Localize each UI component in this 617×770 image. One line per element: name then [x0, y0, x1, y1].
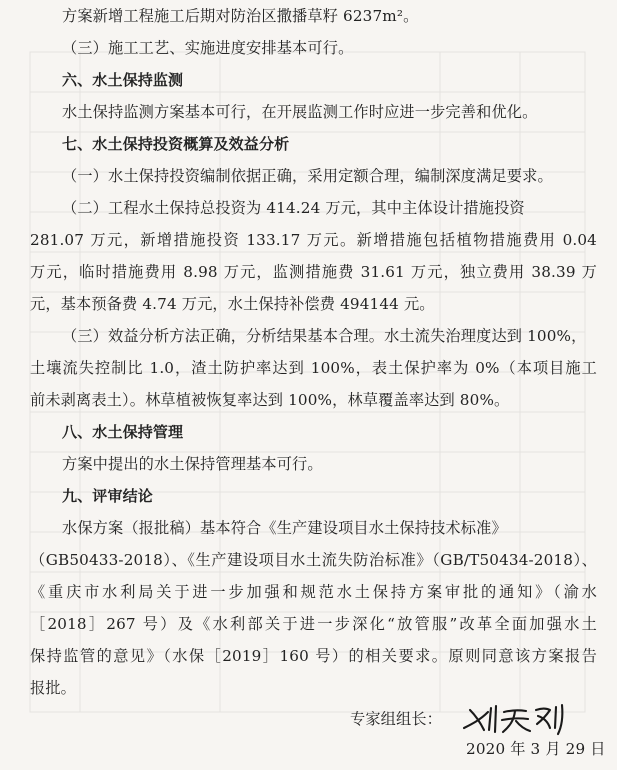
- text-line-15: 方案中提出的水土保持管理基本可行。: [62, 455, 323, 473]
- text-line-9: 万元，临时措施费用 8.98 万元，监测措施费 31.61 万元，独立费用 38.39 万: [30, 263, 597, 281]
- text-line-18: （GB50433-2018）、《生产建设项目水土流失防治标准》（GB/T50434-2018）、: [30, 551, 597, 569]
- text-line-12: 土壤流失控制比 1.0，渣土防护率达到 100%，表土保护率为 0%（本项目施工: [30, 359, 597, 377]
- heading-section-9: 九、评审结论: [62, 487, 153, 505]
- text-line-13: 前未剥离表土）。林草植被恢复率达到 100%，林草覆盖率达到 80%。: [30, 391, 510, 409]
- handwritten-signature: [458, 702, 578, 736]
- text-line-8: 281.07 万元，新增措施投资 133.17 万元。新增措施包括植物措施费用 0.04: [30, 231, 597, 249]
- heading-section-6: 六、水土保持监测: [62, 71, 184, 89]
- text-line-7: （二）工程水土保持总投资为 414.24 万元，其中主体设计措施投资: [62, 199, 525, 217]
- heading-section-7: 七、水土保持投资概算及效益分析: [62, 135, 290, 153]
- text-line-1: 方案新增工程施工后期对防治区撒播草籽 6237m²。: [62, 7, 419, 25]
- text-line-17: 水保方案（报批稿）基本符合《生产建设项目水土保持技术标准》: [62, 519, 507, 537]
- text-line-22: 报批。: [30, 679, 77, 697]
- text-line-21: 保持监管的意见》（水保［2019］160 号）的相关要求。原则同意该方案报告: [30, 647, 597, 665]
- date-line: 2020 年 3 月 29 日: [466, 740, 606, 758]
- text-line-10: 元，基本预备费 4.74 万元，水土保持补偿费 494144 元。: [30, 295, 435, 313]
- heading-section-8: 八、水土保持管理: [62, 423, 184, 441]
- text-line-2: （三）施工工艺、实施进度安排基本可行。: [62, 39, 354, 57]
- text-line-4: 水土保持监测方案基本可行，在开展监测工作时应进一步完善和优化。: [62, 103, 538, 121]
- text-line-20: ［2018］267 号）及《水利部关于进一步深化“放管服”改革全面加强水土: [30, 615, 597, 633]
- signature-label: 专家组组长：: [350, 710, 443, 728]
- text-line-6: （一）水土保持投资编制依据正确，采用定额合理，编制深度满足要求。: [62, 167, 553, 185]
- text-line-19: 《重庆市水利局关于进一步加强和规范水土保持方案审批的通知》（渝水: [30, 583, 597, 601]
- text-line-11: （三）效益分析方法正确，分析结果基本合理。水土流失治理度达到 100%，: [62, 327, 587, 345]
